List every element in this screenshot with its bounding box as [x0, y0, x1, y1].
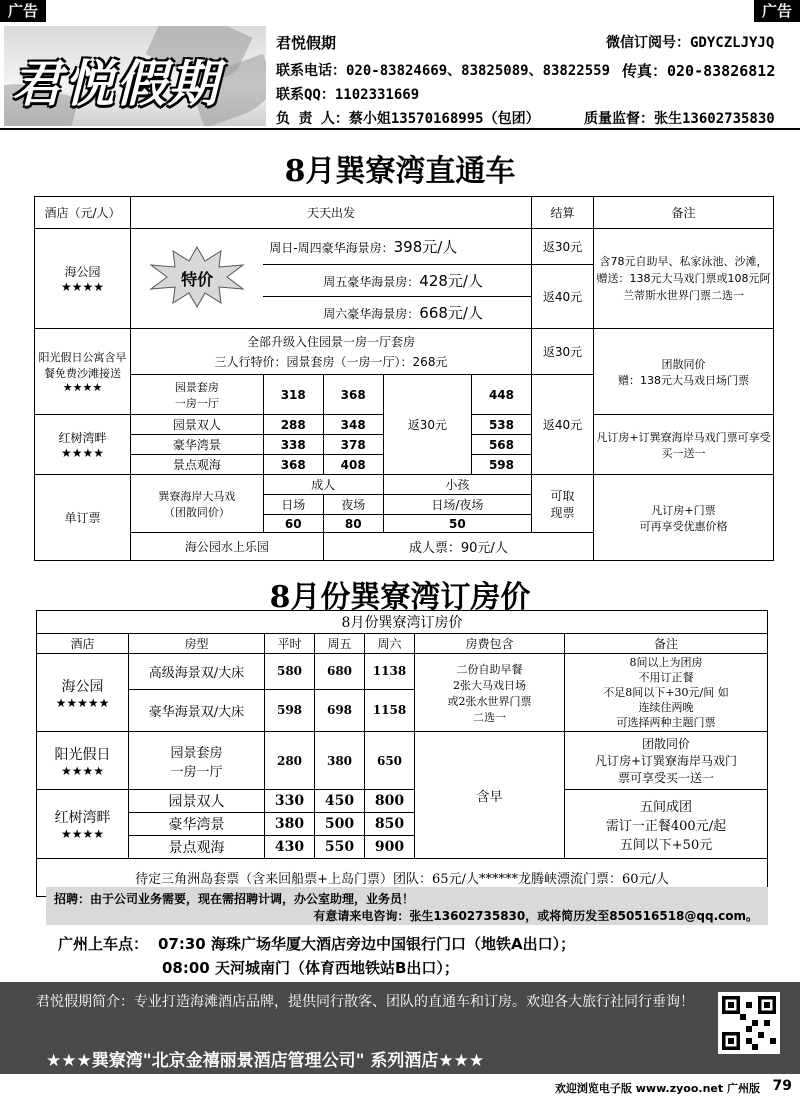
t2-th-fri: 周五 — [315, 634, 365, 654]
t2-hs-1-c: 850 — [365, 813, 415, 836]
adult-header: 成人 — [263, 475, 383, 495]
t2-hs-0-b: 450 — [315, 790, 365, 813]
yg-settle: 返30元 — [532, 329, 594, 375]
th-note: 备注 — [594, 197, 774, 229]
t2-hs-room-0: 园景双人 — [129, 790, 265, 813]
row1-b: 348 — [323, 415, 383, 435]
th-daily: 天天出发 — [131, 197, 532, 229]
hai-price-1: 周五豪华海景房：428元/人 — [263, 265, 531, 297]
daynight-header: 日场/夜场 — [383, 495, 531, 515]
t2-th-normal: 平时 — [265, 634, 315, 654]
t2-hs-0-c: 800 — [365, 790, 415, 813]
hai-settle-1: 返30元 — [532, 229, 594, 265]
header — [0, 22, 800, 130]
hai-hotel: 海公园 ★★★★ — [35, 229, 131, 329]
wechat: 微信订阅号：GDYCZLJYJQ — [606, 35, 775, 51]
shuttle-table — [34, 196, 774, 561]
room-row-2: 豪华湾景 — [131, 435, 264, 455]
logo-text: 君悦假期 — [12, 55, 220, 113]
room-row-3: 景点观海 — [131, 455, 264, 475]
company-intro: 君悦假期简介：专业打造海滩酒店品牌，提供同行散客、团队的直通车和订房。欢迎各大旅行社同行垂询！ — [36, 994, 694, 1010]
row0-a: 318 — [263, 375, 323, 415]
recruit-banner — [46, 887, 768, 925]
qr-code-icon — [718, 992, 780, 1054]
hai-price-2: 周六豪华海景房：668元/人 — [263, 297, 531, 329]
row0-b: 368 — [323, 375, 383, 415]
room-table — [36, 610, 768, 897]
t2-hai-include: 二份自助早餐 2张大马戏日场 或2张水世界门票 二选一 — [415, 654, 565, 732]
t2-yg-room: 园景套房 一房一厅 — [129, 732, 265, 790]
night-header: 夜场 — [323, 495, 383, 515]
yg-offer: 全部升级入住园景一房一厅套房 三人行特价：园景套房（一房一厅）：268元 — [131, 329, 532, 375]
t2-th-hotel: 酒店 — [37, 634, 129, 654]
water-price: 成人票：90元/人 — [323, 533, 593, 561]
company-name: 君悦假期 — [276, 34, 337, 52]
ad-tag-left: 广告 — [0, 0, 46, 22]
t2-footer-row: 待定三角洲岛套票（含来回船票+上岛门票）团队：65元/人******龙腾峡漂流门票：60元/人 — [37, 859, 768, 897]
title-shuttle: 8月巽寮湾直通车 — [284, 154, 516, 189]
t2-hai-1-b: 698 — [315, 689, 365, 731]
boarding-line-1: 07:30 海珠广场华厦大酒店旁边中国银行门口（地铁A出口）； — [158, 935, 576, 953]
t2-hai-room-0: 高级海景双/大床 — [129, 654, 265, 690]
boarding-line-2: 08:00 天河城南门（体育西地铁站B出口）； — [162, 959, 459, 977]
supervisor: 质量监督：张生13602735830 — [584, 111, 775, 127]
t2-th-note: 备注 — [565, 634, 768, 654]
mid-settle: 返30元 — [383, 375, 471, 475]
room-table-caption: 8月份巽寮湾订房价 — [37, 611, 768, 634]
row1-c: 538 — [471, 415, 531, 435]
t2-hs-room-1: 豪华湾景 — [129, 813, 265, 836]
special-badge: 特价 — [131, 229, 264, 329]
t2-hs-1-b: 500 — [315, 813, 365, 836]
t2-hai-note: 8间以上为团房 不用订正餐 不足8间以下+30元/间 如 连续住两晚 可选择两种主题门票 — [565, 654, 768, 732]
t2-hs-hotel: 红树湾畔 ★★★★ — [37, 790, 129, 859]
phone: 联系电话：020-83824669、83825089、83822559 — [276, 63, 611, 79]
yg-hotel: 阳光假日公寓含早餐免费沙滩接送 ★★★★ — [35, 329, 131, 415]
t2-hs-0-a: 330 — [265, 790, 315, 813]
t2-th-sat: 周六 — [365, 634, 415, 654]
t2-hai-1-c: 1158 — [365, 689, 415, 731]
slogan: ★★★巽寮湾"北京金禧丽景酒店管理公司" 系列酒店★★★ — [46, 1051, 485, 1071]
day-header: 日场 — [263, 495, 323, 515]
title-rooms: 8月份巽寮湾订房价 — [269, 580, 531, 615]
t2-yg-c: 650 — [365, 732, 415, 790]
bottom-bar — [0, 1076, 800, 1100]
t2-hai-hotel: 海公园 ★★★★★ — [37, 654, 129, 732]
hs-settle: 返40元 — [532, 375, 594, 475]
t2-th-include: 房费包含 — [415, 634, 565, 654]
t2-hai-0-b: 680 — [315, 654, 365, 690]
t2-yg-note: 团散同价 凡订房+订巽寮海岸马戏门 票可享受买一送一 — [565, 732, 768, 790]
room-row-1: 园景双人 — [131, 415, 264, 435]
t2-hs-1-a: 380 — [265, 813, 315, 836]
price-child: 50 — [383, 515, 531, 533]
t2-yg-a: 280 — [265, 732, 315, 790]
t2-hai-room-1: 豪华海景双/大床 — [129, 689, 265, 731]
row3-b: 408 — [323, 455, 383, 475]
qq: 联系QQ：1102331669 — [276, 87, 420, 103]
row2-b: 378 — [323, 435, 383, 455]
row3-a: 368 — [263, 455, 323, 475]
ticket-note: 凡订房+门票 可再享受优惠价格 — [594, 475, 774, 561]
hai-note: 含78元自助早、私家泳池、沙滩，赠送：138元大马戏门票或108元阿兰蒂斯水世界门票二选一 — [594, 229, 774, 329]
t2-yg-b: 380 — [315, 732, 365, 790]
t2-hs-2-c: 900 — [365, 836, 415, 859]
t2-hs-room-2: 景点观海 — [129, 836, 265, 859]
t2-hai-0-c: 1138 — [365, 654, 415, 690]
water-park: 海公园水上乐园 — [131, 533, 324, 561]
logo — [4, 26, 266, 126]
child-header: 小孩 — [383, 475, 531, 495]
t2-hs-note: 五间成团 需订一正餐400元/起 五间以下+50元 — [565, 790, 768, 859]
t2-hs-2-b: 550 — [315, 836, 365, 859]
page-number: 79 — [772, 1078, 792, 1094]
price-day: 60 — [263, 515, 323, 533]
cash-ticket: 可取 现票 — [532, 475, 594, 533]
row2-a: 338 — [263, 435, 323, 455]
t2-hs-2-a: 430 — [265, 836, 315, 859]
t2-hs-include: 含早 — [415, 732, 565, 859]
th-hotel: 酒店（元/人） — [35, 197, 131, 229]
footer — [0, 982, 800, 1074]
hs-note: 凡订房+订巽寮海岸马戏门票可享受买一送一 — [594, 415, 774, 475]
boarding-label: 广州上车点： — [58, 935, 149, 953]
contact-person: 负 责 人：蔡小姐13570168995（包团） — [276, 111, 540, 127]
single-ticket: 单订票 — [35, 475, 131, 561]
room-row-0: 园景套房 一房一厅 — [131, 375, 264, 415]
hai-price-0: 周日-周四豪华海景房：398元/人 — [263, 229, 531, 265]
ad-tag-right: 广告 — [754, 0, 800, 22]
site-link[interactable]: 欢迎浏览电子版 www.zyoo.net 广州版 — [554, 1082, 760, 1095]
fax: 传真：020-83826812 — [622, 62, 776, 80]
yg-note: 团散同价 赠：138元大马戏日场门票 — [594, 329, 774, 415]
t2-hai-1-a: 598 — [265, 689, 315, 731]
th-settle: 结算 — [532, 197, 594, 229]
recruit-line-1: 招聘：由于公司业务需要，现在需招聘计调，办公室助理，业务员！ — [54, 892, 415, 906]
price-night: 80 — [323, 515, 383, 533]
hai-settle-2: 返40元 — [532, 265, 594, 329]
row0-c: 448 — [471, 375, 531, 415]
row1-a: 288 — [263, 415, 323, 435]
row3-c: 598 — [471, 455, 531, 475]
recruit-line-2: 有意请来电咨询：张生13602735830，或将简历发至850516518@qq.com。 — [313, 909, 758, 923]
t2-yg-hotel: 阳光假日 ★★★★ — [37, 732, 129, 790]
t2-hai-0-a: 580 — [265, 654, 315, 690]
row2-c: 568 — [471, 435, 531, 455]
hs-hotel: 红树湾畔 ★★★★ — [35, 415, 131, 475]
circus: 巽寮海岸大马戏 （团散同价） — [131, 475, 264, 533]
t2-th-room: 房型 — [129, 634, 265, 654]
